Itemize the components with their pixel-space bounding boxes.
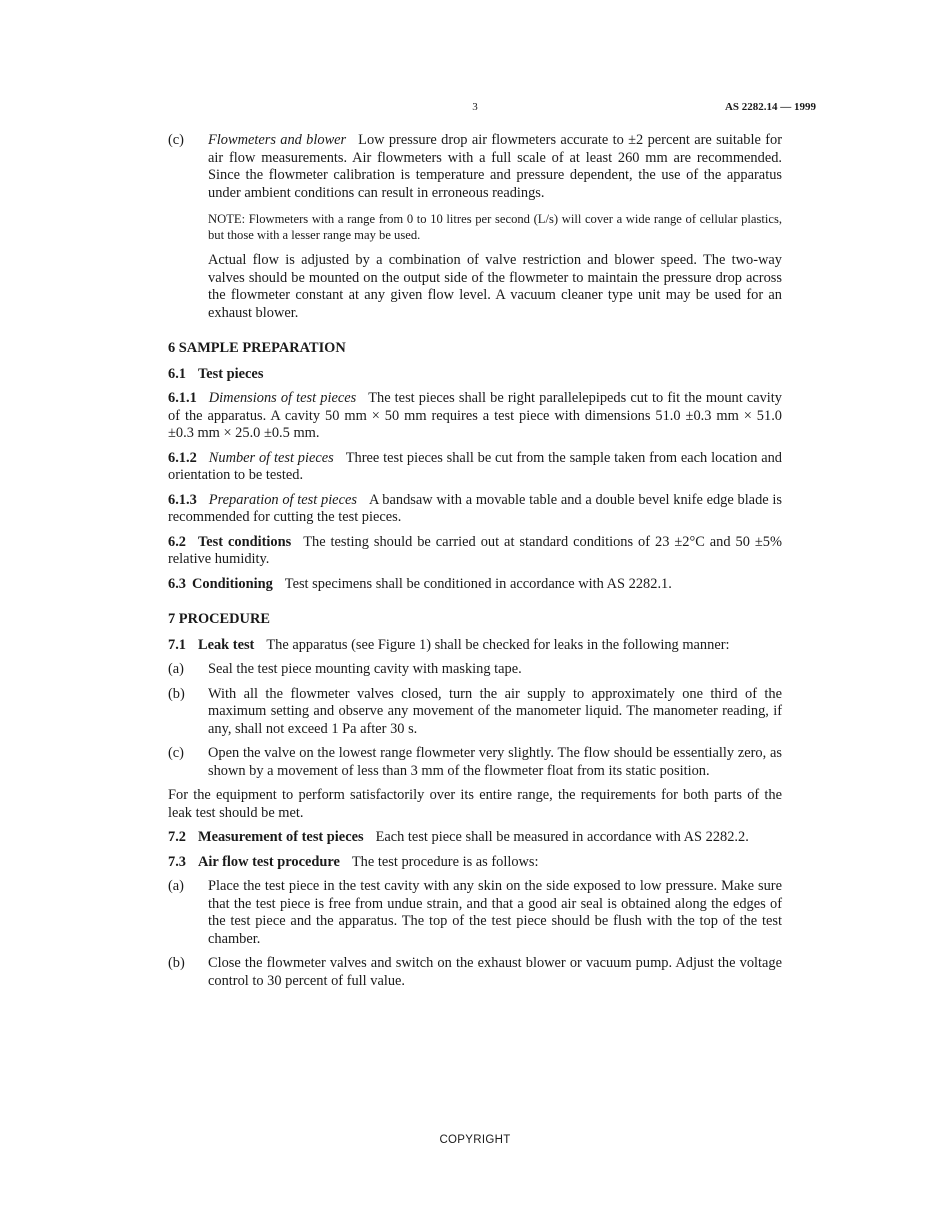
copyright-footer: COPYRIGHT bbox=[439, 1134, 511, 1146]
clause-6-3 bbox=[168, 576, 782, 594]
leak-item-c bbox=[168, 745, 782, 780]
section-heading-7: 7 PROCEDURE bbox=[168, 611, 270, 627]
list-item-flowmeters bbox=[168, 132, 782, 202]
clause-6-2 bbox=[168, 534, 782, 569]
subsection-6-1 bbox=[168, 366, 782, 384]
list-body: Seal the test piece mounting cavity with masking tape. bbox=[208, 661, 522, 677]
list-body bbox=[208, 132, 782, 202]
clause-title: Conditioning bbox=[192, 575, 273, 592]
clause-number: 7.3 bbox=[168, 853, 186, 870]
page-number: 3 bbox=[472, 101, 478, 113]
clause-title: Test pieces bbox=[198, 365, 264, 382]
clause-number: 7.2 bbox=[168, 829, 186, 845]
paragraph-actual-flow: Actual flow is adjusted by a combination of valve restriction and blower speed. The two-way valves should be mounted on the output side of the flowmeter to maintain the pressure drop across the flowmeter constant at any given flow level. A vacuum cleaner type unit may be used for an exhaust blower. bbox=[208, 252, 782, 321]
clause-title: Leak test bbox=[198, 636, 255, 653]
clause-text: The apparatus (see Figure 1) shall be checked for leaks in the following manner: bbox=[266, 636, 730, 653]
clause-number: 7.1 bbox=[168, 636, 186, 653]
clause-number: 6.2 bbox=[168, 533, 186, 550]
clause-number: 6.1.1 bbox=[168, 390, 197, 406]
list-body: Open the valve on the lowest range flowmeter very slightly. The flow should be essentially zero, as shown by a movement of less than 3 mm of the flowmeter float from its static position. bbox=[208, 745, 782, 779]
clause-text: Three test pieces shall be cut from the sample taken from each location and orientation to be tested. bbox=[168, 449, 783, 483]
clause-title: Number of test pieces bbox=[208, 449, 334, 466]
clause-6-1-1 bbox=[168, 390, 782, 443]
leak-item-b bbox=[168, 686, 782, 739]
clause-title: Air flow test procedure bbox=[198, 853, 340, 870]
clause-title: Preparation of test pieces bbox=[208, 491, 357, 508]
clause-number: 6.1 bbox=[168, 365, 186, 382]
list-label: (c) bbox=[168, 132, 184, 148]
clause-number: 6.3 bbox=[168, 575, 186, 592]
clause-7-2 bbox=[168, 829, 782, 847]
clause-text: The testing should be carried out at standard conditions of 23 ±2°C and 50 ±5% relative humidity. bbox=[168, 533, 782, 567]
clause-6-1-3 bbox=[168, 492, 782, 527]
clause-text: Each test piece shall be measured in accordance with AS 2282.2. bbox=[375, 829, 749, 845]
clause-number: 6.1.2 bbox=[168, 449, 197, 466]
note-flowmeters: NOTE: Flowmeters with a range from 0 to 10 litres per second (L/s) will cover a wide range of cellular plastics, but those with a lesser range may be used. bbox=[208, 212, 782, 242]
clause-text: A bandsaw with a movable table and a double bevel knife edge blade is recommended for cutting the test pieces. bbox=[168, 491, 782, 525]
list-body: Place the test piece in the test cavity with any skin on the side exposed to low pressure. Make sure that the test piece is free from undue strain, and that a good air seal is obtained along the edges of the test piece and the apparatus. The top of the test piece should be flush with the top of the test chamber. bbox=[208, 878, 782, 947]
leak-item-a bbox=[168, 661, 782, 679]
section-heading-6: 6 SAMPLE PREPARATION bbox=[168, 340, 346, 356]
clause-title: Test conditions bbox=[198, 533, 292, 550]
clause-7-1 bbox=[168, 637, 782, 655]
clause-number: 6.1.3 bbox=[168, 491, 197, 508]
standard-reference: AS 2282.14 — 1999 bbox=[724, 101, 816, 113]
list-label: (a) bbox=[168, 661, 184, 677]
clause-text: The test pieces shall be right parallelepipeds cut to fit the mount cavity of the apparatus. A cavity 50 mm × 50 mm requires a test piece with dimensions 51.0 ±0.3 mm × 51.0 ±0.3 mm × 25.0 ±0.5 mm. bbox=[168, 390, 782, 441]
clause-text: The test procedure is as follows: bbox=[351, 853, 539, 870]
list-body: With all the flowmeter valves closed, turn the air supply to approximately one third of the maximum setting and observe any movement of the manometer liquid. The manometer reading, if any, shall not exceed 1 Pa after 30 s. bbox=[208, 685, 782, 737]
procedure-item-b bbox=[168, 955, 782, 990]
list-label: (a) bbox=[168, 878, 184, 894]
clause-6-1-2 bbox=[168, 450, 782, 485]
clause-7-3 bbox=[168, 854, 782, 872]
list-label: (b) bbox=[168, 955, 185, 971]
clause-title: Measurement of test pieces bbox=[198, 829, 364, 845]
list-label: (c) bbox=[168, 745, 184, 761]
procedure-item-a bbox=[168, 878, 782, 948]
leak-summary: For the equipment to perform satisfactorily over its entire range, the requirements for both parts of the leak test should be met. bbox=[168, 787, 782, 821]
page-content bbox=[168, 132, 782, 997]
list-label: (b) bbox=[168, 685, 185, 702]
list-body: Close the flowmeter valves and switch on the exhaust blower or vacuum pump. Adjust the voltage control to 30 percent of full value. bbox=[208, 955, 782, 989]
clause-text: Test specimens shall be conditioned in accordance with AS 2282.1. bbox=[284, 575, 672, 592]
item-text: Low pressure drop air flowmeters accurate to ±2 percent are suitable for air flow measurements. Air flowmeters with a full scale of at least 260 mm are recommended. Since the flowmeter calibration is temperature and pressure dependent, the use of the apparatus under ambient conditions can result in erroneous readings. bbox=[208, 132, 782, 201]
item-title: Flowmeters and blower bbox=[208, 132, 347, 148]
clause-title: Dimensions of test pieces bbox=[208, 390, 357, 406]
